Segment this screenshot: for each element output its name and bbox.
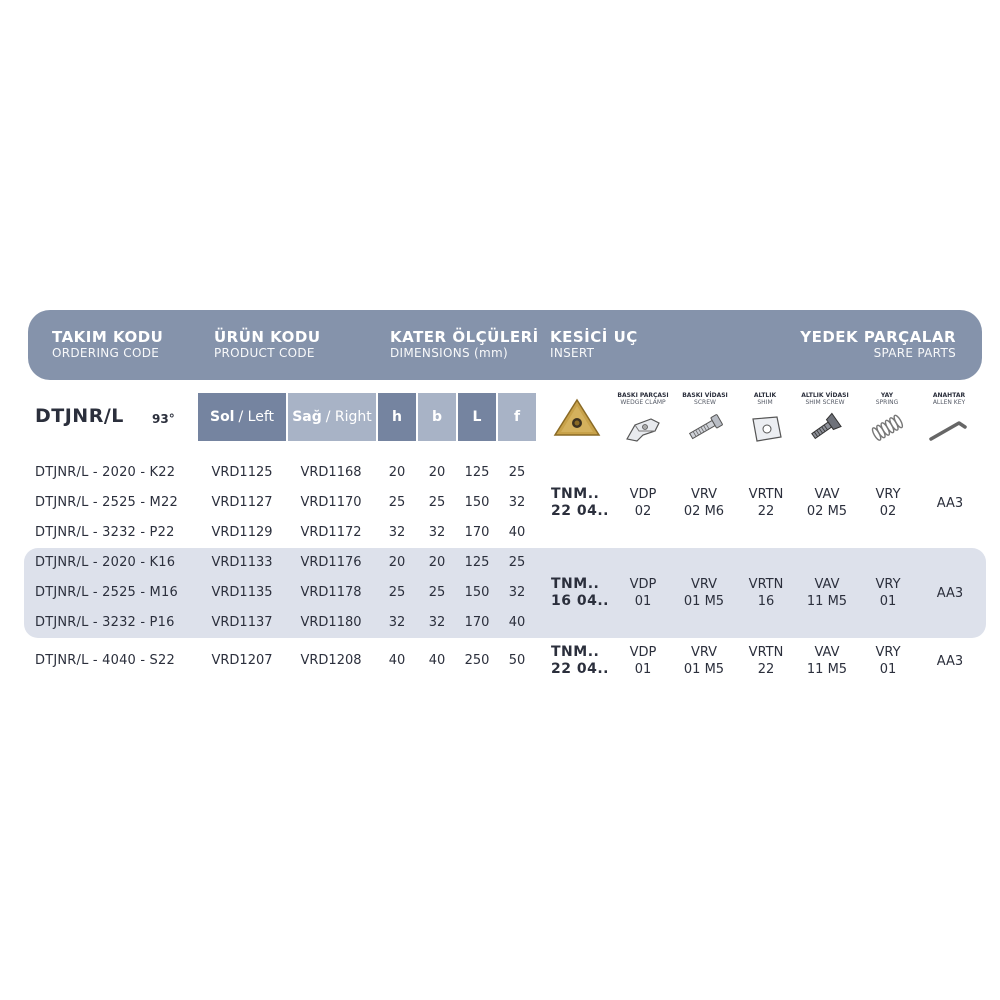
chip-right	[288, 393, 376, 441]
shim-screw-size: 11 M5	[806, 662, 848, 677]
cell-b: 40	[428, 653, 446, 668]
cell-h: 32	[388, 615, 406, 630]
clamp-code: VDP	[629, 577, 657, 592]
spare-label-en: SHIM SCREW	[805, 399, 845, 406]
clamp-code: VDP	[629, 487, 657, 502]
key-code: AA3	[936, 654, 964, 669]
spare-label-tr: BASKI VİDASI	[682, 392, 728, 399]
spare-label-tr: ALTLIK VİDASI	[801, 392, 849, 399]
screw-code: VRV	[690, 645, 718, 660]
chip-f: f	[498, 393, 536, 441]
header-subtitle: DIMENSIONS (mm)	[390, 346, 508, 360]
wedge-clamp-icon	[621, 411, 665, 445]
chip-right-en: / Right	[325, 409, 372, 425]
cell-L: 170	[464, 525, 490, 540]
cell-product-left: VRD1135	[211, 585, 273, 600]
screw-size: 01 M5	[683, 594, 725, 609]
spare-label-en: ALLEN KEY	[932, 399, 966, 406]
shim-screw-icon	[803, 411, 847, 445]
shim-code: VRTN	[748, 645, 784, 660]
cell-h: 40	[388, 653, 406, 668]
cell-product-left: VRD1137	[211, 615, 273, 630]
group-clamp	[620, 486, 666, 520]
header-band	[28, 310, 982, 380]
cell-product-left: VRD1133	[211, 555, 273, 570]
spare-label-tr: YAY	[880, 392, 894, 399]
cell-product-left: VRD1127	[211, 495, 273, 510]
insert-code: TNM..	[551, 576, 600, 592]
spare-shim-screw	[797, 392, 853, 445]
allen-key-icon	[927, 411, 971, 445]
header-subtitle: PRODUCT CODE	[214, 346, 315, 360]
spring-size: 01	[879, 662, 897, 677]
group-screw	[680, 644, 728, 678]
group-shim-screw	[802, 576, 852, 610]
shim-size: 16	[757, 594, 775, 609]
spare-label-en: SPRING	[875, 399, 899, 406]
cell-product-right: VRD1208	[300, 653, 362, 668]
cell-ordering-code: DTJNR/L - 2020 - K22	[35, 465, 176, 480]
group-shim	[742, 486, 790, 520]
cell-ordering-code: DTJNR/L - 3232 - P16	[35, 615, 175, 630]
cell-b: 20	[428, 555, 446, 570]
header-title: KESİCİ UÇ	[550, 328, 638, 346]
key-code: AA3	[936, 496, 964, 511]
group-insert	[551, 576, 609, 610]
cell-b: 25	[428, 495, 446, 510]
shim-size: 22	[757, 662, 775, 677]
cell-ordering-code: DTJNR/L - 4040 - S22	[35, 653, 175, 668]
cell-h: 25	[388, 585, 406, 600]
clamp-code: VDP	[629, 645, 657, 660]
cell-b: 32	[428, 615, 446, 630]
cell-L: 150	[464, 585, 490, 600]
cell-ordering-code: DTJNR/L - 2525 - M22	[35, 495, 178, 510]
chip-left	[198, 393, 286, 441]
header-title: YEDEK PARÇALAR	[800, 328, 956, 346]
header-insert	[550, 328, 638, 360]
cell-product-right: VRD1168	[300, 465, 362, 480]
cell-f: 25	[508, 465, 526, 480]
cell-b: 20	[428, 465, 446, 480]
shim-code: VRTN	[748, 577, 784, 592]
spring-size: 02	[879, 504, 897, 519]
table-row	[0, 611, 1000, 635]
cell-h: 20	[388, 465, 406, 480]
screw-size: 01 M5	[683, 662, 725, 677]
cell-product-left: VRD1129	[211, 525, 273, 540]
spare-allen-key	[921, 392, 977, 445]
clamp-size: 01	[634, 594, 652, 609]
chip-sag: Sağ	[292, 409, 322, 425]
group-shim-screw	[802, 486, 852, 520]
group-screw	[680, 486, 728, 520]
cell-b: 25	[428, 585, 446, 600]
chip-L: L	[458, 393, 496, 441]
cell-L: 125	[464, 465, 490, 480]
group-shim	[742, 644, 790, 678]
shim-screw-code: VAV	[814, 577, 840, 592]
spare-shim	[737, 392, 793, 445]
angle-label: 93°	[152, 412, 175, 426]
clamp-size: 01	[634, 662, 652, 677]
cell-f: 40	[508, 615, 526, 630]
group-screw	[680, 576, 728, 610]
header-ordering-code	[52, 328, 163, 360]
cell-f: 32	[508, 495, 526, 510]
chip-left-en: / Left	[238, 409, 274, 425]
table-row	[0, 551, 1000, 575]
chip-b: b	[418, 393, 456, 441]
group-clamp	[620, 576, 666, 610]
spare-label-tr: BASKI PARÇASI	[617, 392, 669, 399]
cell-product-right: VRD1172	[300, 525, 362, 540]
spare-wedge-clamp	[615, 392, 671, 445]
cell-ordering-code: DTJNR/L - 2525 - M16	[35, 585, 178, 600]
insert-size: 22 04..	[551, 661, 609, 677]
table-row	[0, 461, 1000, 485]
spare-label-en: SHIM	[757, 399, 773, 406]
insert-triangle-icon	[552, 397, 602, 439]
spare-screw	[677, 392, 733, 445]
spring-size: 01	[879, 594, 897, 609]
cell-product-right: VRD1178	[300, 585, 362, 600]
chip-h: h	[378, 393, 416, 441]
shim-screw-size: 11 M5	[806, 594, 848, 609]
cell-product-left: VRD1125	[211, 465, 273, 480]
spare-spring	[859, 392, 915, 445]
cell-product-right: VRD1176	[300, 555, 362, 570]
spare-label-en: SCREW	[694, 399, 716, 406]
cell-L: 250	[464, 653, 490, 668]
cell-product-right: VRD1170	[300, 495, 362, 510]
key-code: AA3	[936, 586, 964, 601]
header-title: TAKIM KODU	[52, 328, 164, 346]
cell-L: 170	[464, 615, 490, 630]
spare-label-tr: ALTLIK	[753, 392, 777, 399]
group-clamp	[620, 644, 666, 678]
group-shim	[742, 576, 790, 610]
group-spring	[866, 644, 910, 678]
group-spring	[866, 486, 910, 520]
model-title: DTJNR/L	[35, 405, 124, 427]
insert-code: TNM..	[551, 644, 600, 660]
cell-f: 50	[508, 653, 526, 668]
cell-L: 125	[464, 555, 490, 570]
cell-h: 20	[388, 555, 406, 570]
insert-code: TNM..	[551, 486, 600, 502]
cell-ordering-code: DTJNR/L - 2020 - K16	[35, 555, 176, 570]
shim-code: VRTN	[748, 487, 784, 502]
group-key	[928, 495, 972, 512]
cell-b: 32	[428, 525, 446, 540]
shim-screw-size: 02 M5	[806, 504, 848, 519]
group-insert	[551, 486, 609, 520]
shim-icon	[743, 411, 787, 445]
cell-L: 150	[464, 495, 490, 510]
cell-product-right: VRD1180	[300, 615, 362, 630]
cell-ordering-code: DTJNR/L - 3232 - P22	[35, 525, 175, 540]
clamp-size: 02	[634, 504, 652, 519]
cell-f: 32	[508, 585, 526, 600]
table-row	[0, 521, 1000, 545]
group-shim-screw	[802, 644, 852, 678]
screw-code: VRV	[690, 487, 718, 502]
header-spare-parts	[800, 328, 956, 360]
cell-f: 25	[508, 555, 526, 570]
header-dimensions	[390, 328, 539, 360]
group-key	[928, 653, 972, 670]
chip-sol: Sol	[209, 409, 235, 425]
spring-code: VRY	[875, 487, 901, 502]
screw-code: VRV	[690, 577, 718, 592]
insert-size: 16 04..	[551, 593, 609, 609]
spare-label-tr: ANAHTAR	[932, 392, 966, 399]
header-subtitle: ORDERING CODE	[52, 346, 160, 360]
shim-screw-code: VAV	[814, 487, 840, 502]
shim-screw-code: VAV	[814, 645, 840, 660]
spare-label-en: WEDGE CLAMP	[620, 399, 666, 406]
cell-h: 32	[388, 525, 406, 540]
screw-size: 02 M6	[683, 504, 725, 519]
header-product-code	[214, 328, 321, 360]
group-key	[928, 585, 972, 602]
group-insert	[551, 644, 609, 678]
header-title: KATER ÖLÇÜLERİ	[390, 328, 539, 346]
header-subtitle: SPARE PARTS	[873, 346, 956, 360]
cell-h: 25	[388, 495, 406, 510]
spring-icon	[865, 411, 909, 445]
header-subtitle: INSERT	[550, 346, 595, 360]
header-title: ÜRÜN KODU	[214, 328, 321, 346]
cell-f: 40	[508, 525, 526, 540]
shim-size: 22	[757, 504, 775, 519]
spring-code: VRY	[875, 577, 901, 592]
screw-icon	[683, 411, 727, 445]
group-spring	[866, 576, 910, 610]
cell-product-left: VRD1207	[211, 653, 273, 668]
insert-size: 22 04..	[551, 503, 609, 519]
spring-code: VRY	[875, 645, 901, 660]
